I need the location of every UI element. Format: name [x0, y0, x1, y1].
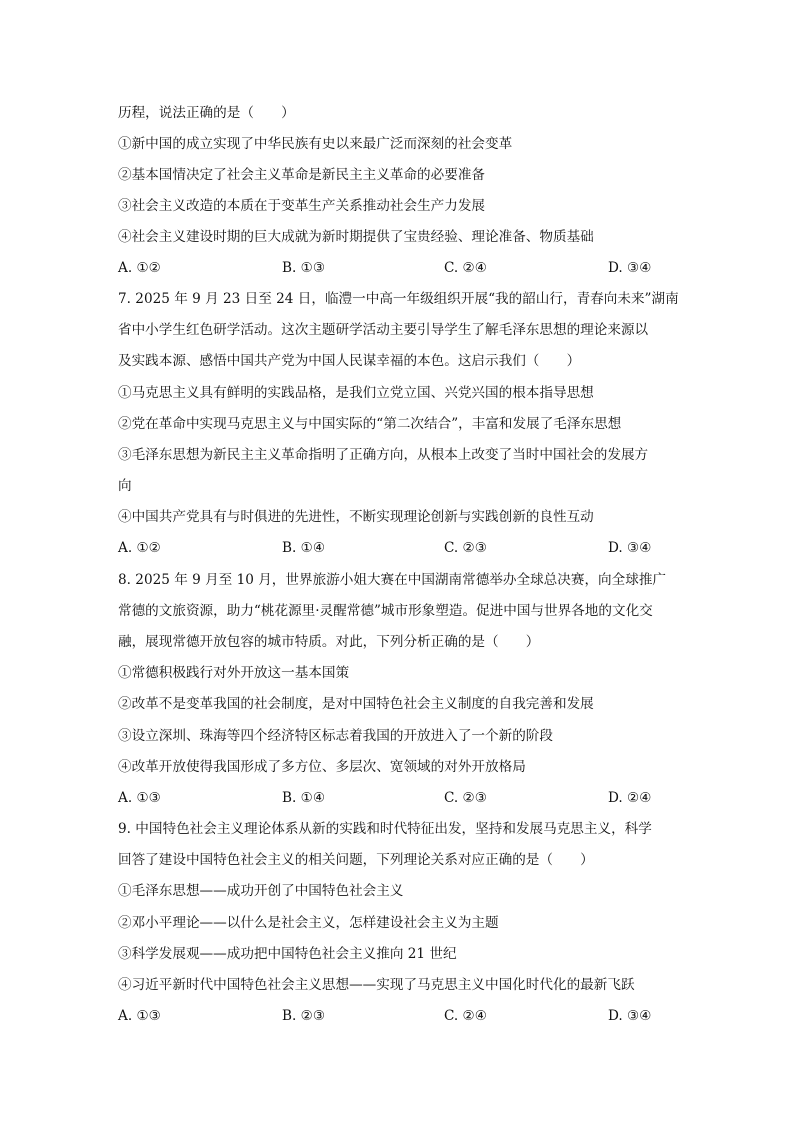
q6-statement-3: ③社会主义改造的本质在于变革生产关系推动社会生产力发展: [118, 198, 486, 214]
q6-options: [118, 259, 678, 277]
q9-option-b[interactable]: B. ②③: [282, 1008, 326, 1024]
q8-statement-3: ③设立深圳、珠海等四个经济特区标志着我国的开放进入了一个新的阶段: [118, 728, 553, 744]
q7-statement-3-cont: 向: [118, 478, 132, 494]
q7-statement-1: ①马克思主义具有鲜明的实践品格，是我们立党立国、兴党兴国的根本指导思想: [118, 385, 594, 401]
q7-statement-4: ④中国共产党具有与时俱进的先进性，不断实现理论创新与实践创新的良性互动: [118, 509, 594, 525]
q8-statement-2: ②改革不是变革我国的社会制度，是对中国特色社会主义制度的自我完善和发展: [118, 696, 594, 712]
q6-statement-4: ④社会主义建设时期的巨大成就为新时期提供了宝贵经验、理论准备、物质基础: [118, 229, 594, 245]
q8-statement-1: ①常德积极践行对外开放这一基本国策: [118, 665, 350, 681]
q8-stem-line-1: 8. 2025 年 9 月至 10 月，世界旅游小姐大赛在中国湖南常德举办全球总决赛，向全球推广: [118, 572, 667, 588]
q6-stem-tail: 历程，说法正确的是（ ）: [118, 105, 295, 121]
q7-statement-3: ③毛泽东思想为新民主主义革命指明了正确方向，从根本上改变了当时中国社会的发展方: [118, 447, 649, 463]
q6-option-a[interactable]: A. ①②: [118, 260, 161, 276]
q9-option-a[interactable]: A. ①③: [118, 1008, 161, 1024]
q7-stem-line-2: 省中小学生红色研学活动。这次主题研学活动主要引导学生了解毛泽东思想的理论来源以: [118, 322, 649, 338]
q7-options: [118, 539, 678, 557]
q7-option-d[interactable]: D. ③④: [608, 540, 652, 556]
q9-options: [118, 1007, 678, 1025]
q7-stem-line-1: 7. 2025 年 9 月 23 日至 24 日，临澧一中高一年级组织开展“我的韶山行，青春向未来”湖南: [118, 291, 679, 307]
q6-option-b[interactable]: B. ①③: [282, 260, 326, 276]
q9-option-c[interactable]: C. ②④: [444, 1008, 487, 1024]
q9-stem-line-1: 9. 中国特色社会主义理论体系从新的实践和时代特征出发，坚持和发展马克思主义，科学: [118, 821, 652, 837]
q7-option-a[interactable]: A. ①②: [118, 540, 161, 556]
q8-stem-line-3: 融，展现常德开放包容的城市特质。对此，下列分析正确的是（ ）: [118, 634, 540, 650]
q6-option-c[interactable]: C. ②④: [444, 260, 487, 276]
q8-stem-line-2: 常德的文旅资源，助力“桃花源里·灵醒常德”城市形象塑造。促进中国与世界各地的文化交: [118, 603, 653, 619]
q7-option-c[interactable]: C. ②③: [444, 540, 487, 556]
q8-options: [118, 789, 678, 807]
q8-option-a[interactable]: A. ①③: [118, 790, 161, 806]
q9-statement-2: ②邓小平理论——以什么是社会主义，怎样建设社会主义为主题: [118, 915, 499, 931]
q6-option-d[interactable]: D. ③④: [608, 260, 652, 276]
q9-statement-1: ①毛泽东思想——成功开创了中国特色社会主义: [118, 883, 404, 899]
q8-option-b[interactable]: B. ①④: [282, 790, 326, 806]
q8-option-d[interactable]: D. ②④: [608, 790, 652, 806]
q8-option-c[interactable]: C. ②③: [444, 790, 487, 806]
q6-statement-1: ①新中国的成立实现了中华民族有史以来最广泛而深刻的社会变革: [118, 136, 513, 152]
q9-statement-3: ③科学发展观——成功把中国特色社会主义推向 21 世纪: [118, 946, 457, 962]
q7-stem-line-3: 及实践本源、感悟中国共产党为中国人民谋幸福的本色。这启示我们（ ）: [118, 353, 581, 369]
q7-statement-2: ②党在革命中实现马克思主义与中国实际的“第二次结合”，丰富和发展了毛泽东思想: [118, 416, 622, 432]
q9-statement-4: ④习近平新时代中国特色社会主义思想——实现了马克思主义中国化时代化的最新飞跃: [118, 977, 635, 993]
q7-option-b[interactable]: B. ①④: [282, 540, 326, 556]
q6-statement-2: ②基本国情决定了社会主义革命是新民主主义革命的必要准备: [118, 167, 486, 183]
q9-option-d[interactable]: D. ③④: [608, 1008, 652, 1024]
q9-stem-line-2: 回答了建设中国特色社会主义的相关问题，下列理论关系对应正确的是（ ）: [118, 852, 594, 868]
q8-statement-4: ④改革开放使得我国形成了多方位、多层次、宽领域的对外开放格局: [118, 759, 526, 775]
